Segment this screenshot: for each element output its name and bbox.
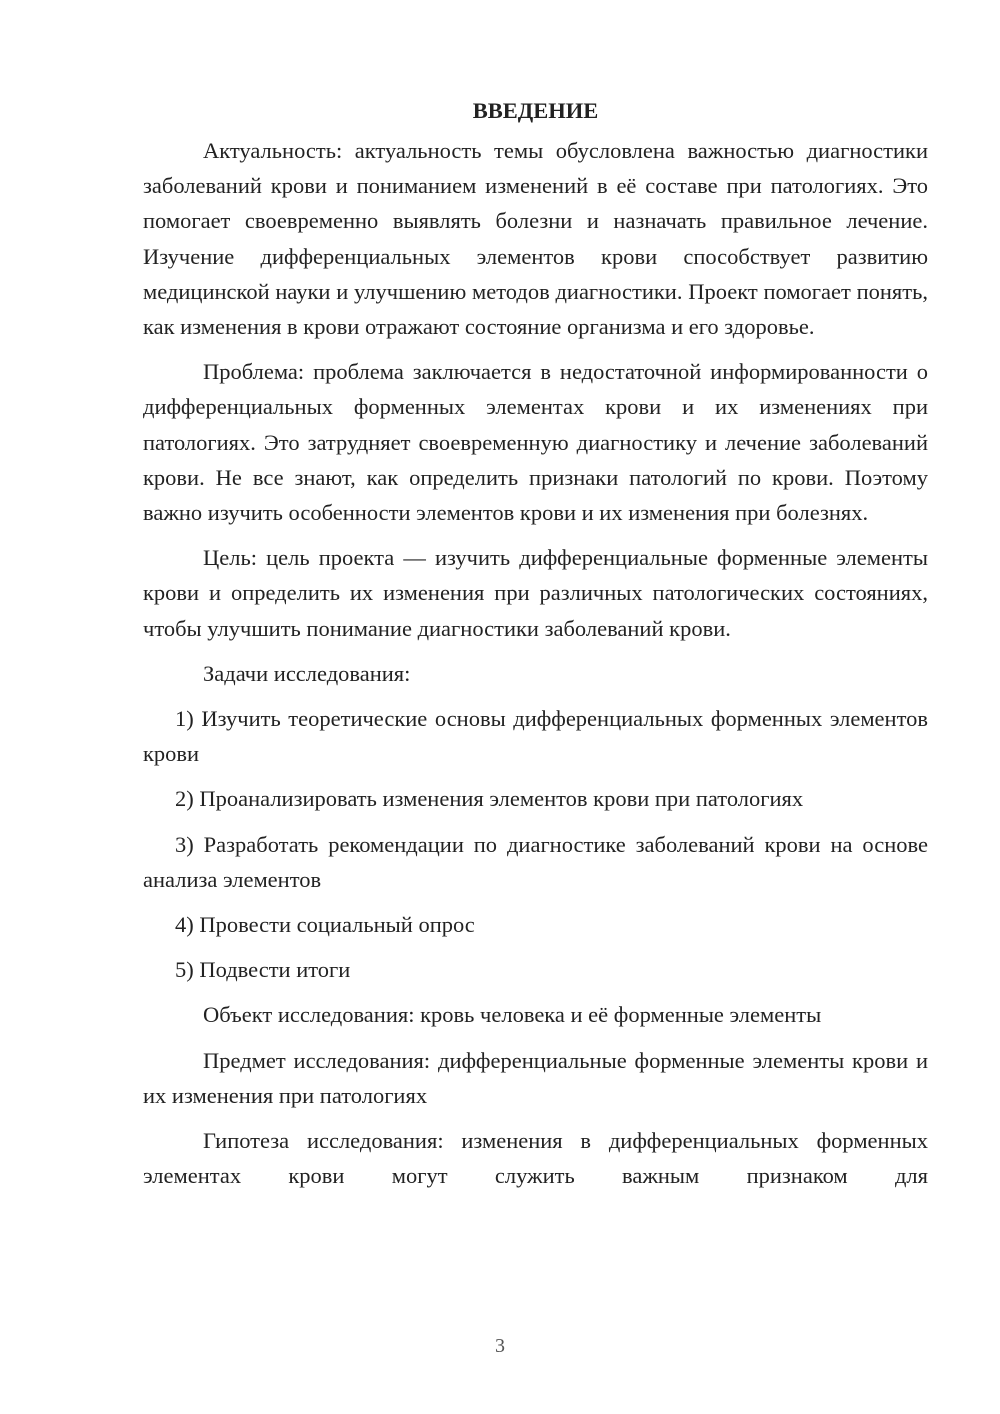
paragraph-object: Объект исследования: кровь человека и её форменные элементы	[203, 1002, 822, 1028]
paragraph-problem: Проблема: проблема заключается в недостаточной информированности о дифференциальных форменных элементах крови и их изменениях при патологиях. Это затрудняет своевременную диагностику и лечение заболеваний крови. Не все знают, как определить признаки патологий по крови. Поэтому важно изучить особенности элементов крови и их изменения при болезнях.	[143, 359, 928, 526]
page-number: 3	[495, 1335, 505, 1357]
page-content	[143, 92, 928, 1203]
paragraph-hypothesis: Гипотеза исследования: изменения в дифференциальных форменных элементах крови могут служить важным признаком для	[143, 1128, 928, 1189]
task-item-1: 1) Изучить теоретические основы дифференциальных форменных элементов крови	[143, 706, 928, 767]
paragraph-tasks-heading: Задачи исследования:	[203, 660, 411, 686]
paragraph-relevance: Актуальность: актуальность темы обусловлена важностью диагностики заболеваний крови и пониманием изменений в её составе при патологиях. Это помогает своевременно выявлять болезни и назначать правильное лечение. Изучение дифференциальных элементов крови способствует развитию медицинской науки и улучшению методов диагностики. Проект помогает понять, как изменения в крови отражают состояние организма и его здоровье.	[143, 138, 928, 340]
task-item-2: 2) Проанализировать изменения элементов крови при патологиях	[175, 786, 804, 812]
paragraph-goal: Цель: цель проекта — изучить дифференциальные форменные элементы крови и определить их изменения при различных патологических состояниях, чтобы улучшить понимание диагностики заболеваний крови.	[143, 545, 928, 641]
task-item-4: 4) Провести социальный опрос	[175, 912, 475, 938]
task-item-5: 5) Подвести итоги	[175, 957, 351, 983]
task-item-3: 3) Разработать рекомендации по диагностике заболеваний крови на основе анализа элементов	[143, 831, 928, 892]
section-title: ВВЕДЕНИЕ	[472, 98, 599, 123]
paragraph-subject: Предмет исследования: дифференциальные форменные элементы крови и их изменения при патологиях	[143, 1047, 928, 1108]
